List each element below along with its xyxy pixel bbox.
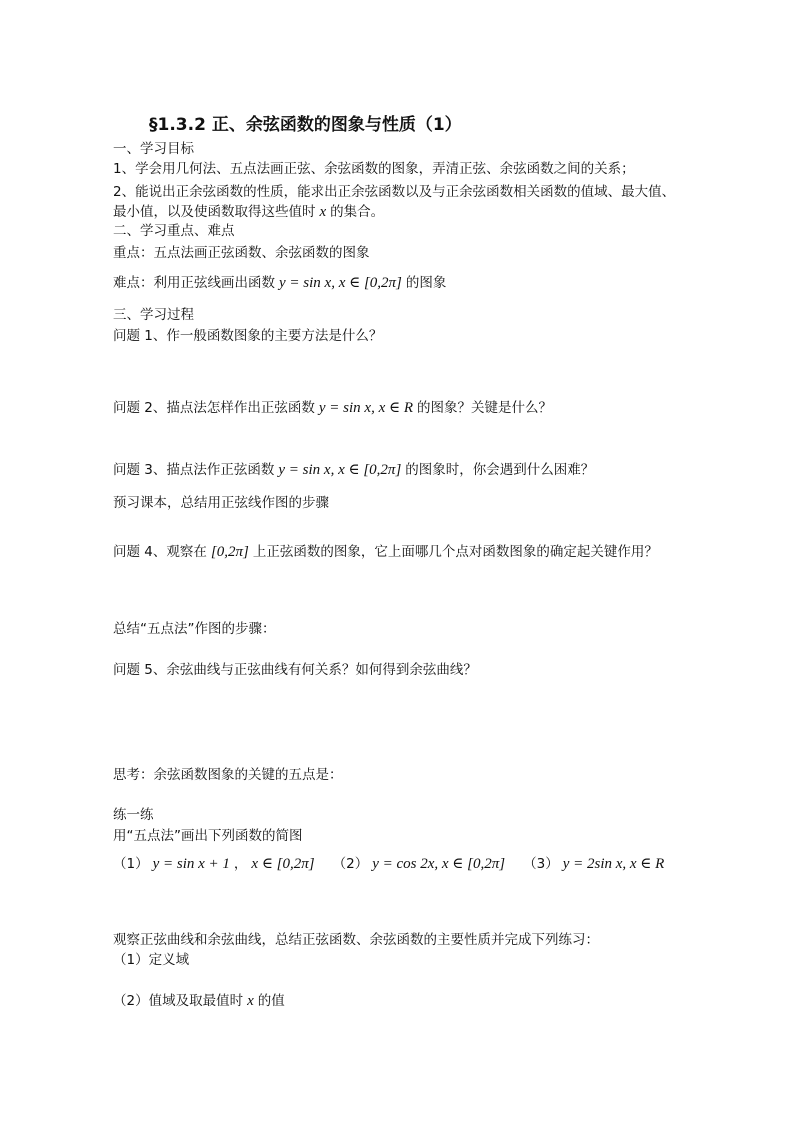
- exercise-1-math: y = sin x + 1: [152, 856, 230, 872]
- think-note: 思考：余弦函数图象的关键的五点是：: [113, 767, 343, 783]
- q2-text-end: 的图象？关键是什么？: [417, 400, 553, 416]
- q4-text-end: 上正弦函数的图象，它上面哪几个点对函数图象的确定起关键作用？: [252, 544, 658, 560]
- five-point-summary: 总结“五点法”作图的步骤：: [113, 621, 276, 637]
- question-4: [113, 543, 658, 561]
- exercise-1-domain: x ∈ [0,2π]: [251, 856, 315, 872]
- difficult-text-end: 的图象: [405, 275, 447, 291]
- q3-text: 问题 3、描点法作正弦函数: [113, 462, 275, 478]
- q2-math: y = sin x, x ∈ R: [318, 400, 414, 416]
- question-1: 问题 1、作一般函数图象的主要方法是什么？: [113, 328, 383, 344]
- difficult-math: y = sin x, x ∈ [0,2π]: [279, 275, 402, 291]
- difficult-text: 难点：利用正弦线画出函数: [113, 275, 275, 291]
- math-var-x: x: [319, 204, 327, 220]
- q4-math: [0,2π]: [210, 544, 249, 560]
- q2-text: 问题 2、描点法怎样作出正弦函数: [113, 400, 315, 416]
- property-2-text: （2）值域及取最值时: [113, 993, 244, 1009]
- difficult-point: [113, 274, 446, 292]
- question-2: [113, 399, 552, 417]
- key-point: 重点：五点法画正弦函数、余弦函数的图象: [113, 245, 370, 261]
- exercise-1-sep: ，: [233, 856, 248, 872]
- preview-note: 预习课本，总结用正弦线作图的步骤: [113, 495, 329, 511]
- goal-2-text: 最小值，以及使函数取得这些值时: [113, 204, 316, 220]
- observe-note: 观察正弦曲线和余弦曲线，总结正弦函数、余弦函数的主要性质并完成下列练习：: [113, 932, 599, 948]
- practice-exercises: [113, 855, 668, 873]
- exercise-3-math: y = 2sin x, x ∈ R: [562, 856, 665, 872]
- goal-2-line-b: [113, 203, 384, 221]
- property-2: [113, 992, 285, 1010]
- practice-heading: 练一练: [113, 807, 154, 823]
- property-2-text-end: 的值: [257, 993, 285, 1009]
- question-5: 问题 5、余弦曲线与正弦曲线有何关系？如何得到余弦曲线？: [113, 662, 477, 678]
- goals-heading: 一、学习目标: [113, 141, 194, 157]
- exercise-3-label: （3）: [523, 856, 559, 872]
- goal-1: 1、学会用几何法、五点法画正弦、余弦函数的图象，弄清正弦、余弦函数之间的关系；: [113, 161, 635, 177]
- exercise-2-math: y = cos 2x, x ∈ [0,2π]: [372, 856, 506, 872]
- exercise-1-label: （1）: [113, 856, 149, 872]
- q3-math: y = sin x, x ∈ [0,2π]: [278, 462, 402, 478]
- goal-2-text-end: 的集合。: [330, 204, 385, 220]
- process-heading: 三、学习过程: [113, 307, 194, 323]
- question-3: [113, 461, 594, 479]
- practice-intro: 用“五点法”画出下列函数的简图: [113, 828, 303, 844]
- math-var-x: x: [247, 993, 254, 1009]
- property-1: （1）定义域: [113, 952, 190, 968]
- q4-text: 问题 4、观察在: [113, 544, 207, 560]
- goal-2-line-a: 2、能说出正余弦函数的性质，能求出正余弦函数以及与正余弦函数相关函数的值域、最大值、: [113, 184, 676, 200]
- key-heading: 二、学习重点、难点: [113, 223, 235, 239]
- q3-text-end: 的图象时，你会遇到什么困难？: [405, 462, 595, 478]
- page-title: §1.3.2 正、余弦函数的图象与性质（1）: [149, 115, 462, 135]
- exercise-2-label: （2）: [332, 856, 369, 872]
